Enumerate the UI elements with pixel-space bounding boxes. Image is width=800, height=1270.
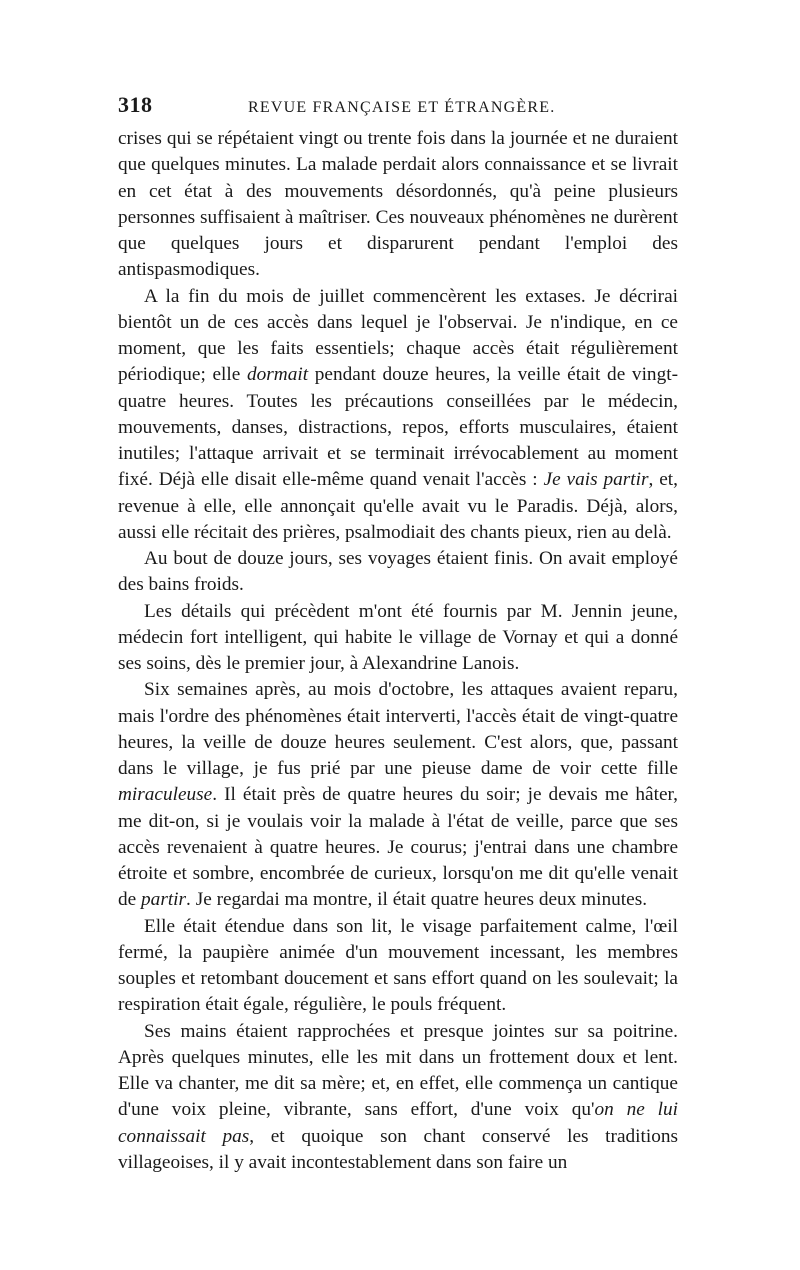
paragraph-7-text-1: Ses mains étaient rapprochées et presque jointes sur sa poitrine. Après quelques minutes, elle les mit dans un frottement doux et lent. Elle va chanter, me dit sa mère; et, en effet, elle commença un cantique d'une voix pleine, vibrante, sans effort, d'une voix qu' xyxy=(118,1020,678,1121)
paragraph-4: Les détails qui précèdent m'ont été fournis par M. Jennin jeune, médecin fort intelligent, qui habite le village de Vornay et qui a donné ses soins, dès le premier jour, à Alexandrine Lanois. xyxy=(118,600,678,674)
paragraph-5 xyxy=(118,677,678,913)
paragraph-2-italic-2: Je vais partir xyxy=(543,469,649,491)
paragraph-2-text-1: A la fin du mois de juillet commencèrent les extases. Je décrirai bientôt un de ces accès dans lequel je l'observai. Je n'indique, en ce moment, que les faits essentiels; chaque accès était régulièrement périodique; elle xyxy=(118,285,678,386)
paragraph-2-text-3: , et, revenue à elle, elle annonçait qu'elle avait vu le Paradis. Déjà, alors, aussi elle récitait des prières, psalmodiait des chants pieux, rien au delà. xyxy=(118,469,678,543)
paragraph-5-italic-1: miraculeuse xyxy=(118,784,213,806)
paragraph-5-text-2: . Il était près de quatre heures du soir; je devais me hâter, me dit-on, si je voulais voir la malade à l'état de veille, parce que ses accès revenaient à quatre heures. Je courus; j'entrai dans une chambre étroite et sombre, encombrée de curieux, lorsqu'on me dit qu'elle venait de xyxy=(118,784,678,911)
paragraph-2-text-2: pendant douze heures, la veille était de vingt-quatre heures. Toutes les précautions conseillées par le médecin, mouvements, danses, distractions, repos, efforts musculaires, étaient inutiles; l'attaque arrivait et se terminait irrévocablement au moment fixé. Déjà elle disait elle-même quand venait l'accès : xyxy=(118,364,678,491)
book-page xyxy=(118,92,678,1176)
paragraph-3: Au bout de douze jours, ses voyages étaient finis. On avait employé des bains froids. xyxy=(118,548,678,596)
journal-title: REVUE FRANÇAISE ET ÉTRANGÈRE. xyxy=(248,99,556,116)
paragraph-2 xyxy=(118,284,678,547)
text-block xyxy=(118,126,678,1176)
paragraph-1: crises qui se répétaient vingt ou trente fois dans la journée et ne duraient que quelques minutes. La malade perdait alors connaissance et se livrait en cet état à des mouvements désordonnés, qu'à peine plusieurs personnes suffisaient à maîtriser. Ces nouveaux phénomènes ne durèrent que quelques jours et disparurent pendant l'emploi des antispasmodiques. xyxy=(118,128,678,281)
paragraph-5-italic-2: partir xyxy=(141,889,187,911)
running-head xyxy=(118,92,678,126)
page-number: 318 xyxy=(118,92,153,117)
paragraph-7-italic-1: on ne lui connaissait pas xyxy=(118,1099,678,1147)
paragraph-6: Elle était étendue dans son lit, le visage parfaitement calme, l'œil fermé, la paupière animée d'un mouvement incessant, les membres souples et retombant doucement et sans effort quand on les soulevait; la respiration était égale, régulière, le pouls fréquent. xyxy=(118,915,678,1016)
paragraph-7 xyxy=(118,1019,678,1177)
paragraph-2-italic-1: dormait xyxy=(247,364,309,386)
paragraph-5-text-1: Six semaines après, au mois d'octobre, les attaques avaient reparu, mais l'ordre des phénomènes était interverti, l'accès était de vingt-quatre heures, la veille de douze heures seulement. C'est alors, que, passant dans le village, je fus prié par une pieuse dame de voir cette fille xyxy=(118,679,678,779)
paragraph-5-text-3: . Je regardai ma montre, il était quatre heures deux minutes. xyxy=(186,889,648,911)
paragraph-7-text-2: , et quoique son chant conservé les traditions villageoises, il y avait incontestablement dans son faire un xyxy=(118,1125,678,1173)
